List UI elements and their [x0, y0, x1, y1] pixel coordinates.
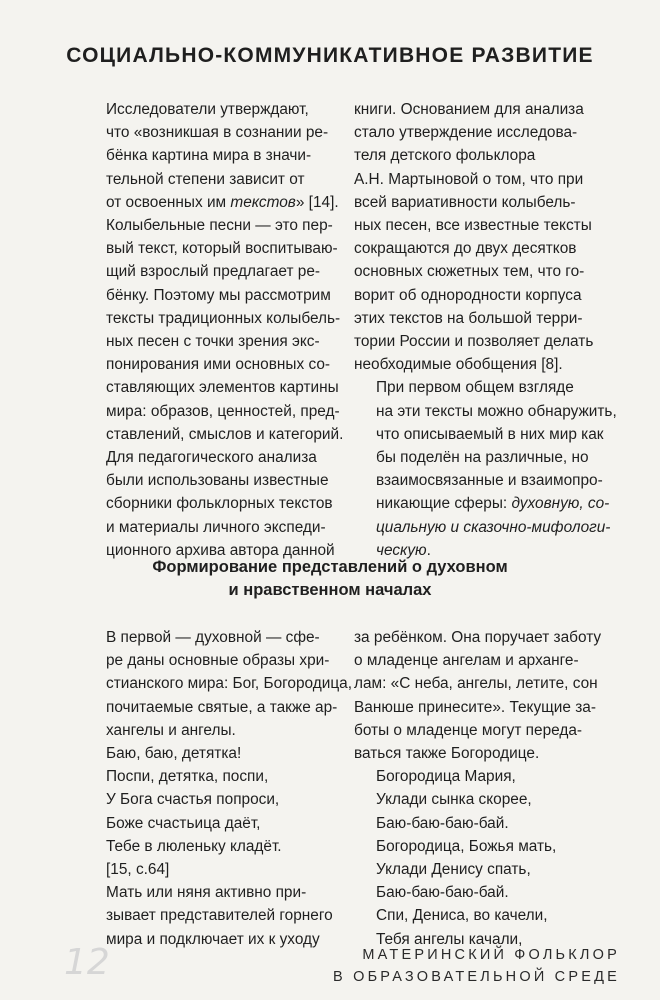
verse-line: Богородица Мария,	[376, 768, 516, 786]
paragraph	[84, 881, 334, 951]
verse-line: Баю, баю, детятка!	[106, 745, 242, 763]
text-line	[354, 492, 610, 515]
lullaby-verse	[354, 765, 604, 951]
text-line: бёнка картина мира в значи-	[106, 147, 312, 165]
text-line: этих текстов на большой терри-	[354, 309, 583, 327]
emphasis-text: ческую	[376, 541, 427, 559]
text-line: В первой — духовной — сфе-	[106, 629, 320, 646]
text-line: боты о младенце могут переда-	[354, 721, 583, 739]
verse-line: Уклади сынка скорее,	[376, 791, 532, 809]
text-line: ных песен с точки зрения экс-	[106, 333, 320, 351]
text-run: от освоенных им	[106, 193, 231, 211]
text-line: бы поделён на различные, но	[376, 449, 589, 467]
top-right-column	[354, 98, 617, 562]
subheading-line: Формирование представлений о духовном	[152, 558, 508, 576]
footer-line: В ОБРАЗОВАТЕЛЬНОЙ СРЕДЕ	[333, 969, 620, 985]
text-line: ставлений, смыслов и категорий.	[106, 425, 344, 443]
lullaby-verse	[84, 742, 334, 881]
text-line: ре даны основные образы хри-	[106, 652, 330, 670]
text-line: были использованы известные	[106, 472, 329, 490]
running-footer	[333, 944, 620, 988]
text-line: ваться также Богородице.	[354, 745, 540, 763]
text-line	[84, 191, 339, 214]
paragraph	[84, 446, 334, 562]
text-line: Мать или няня активно при-	[106, 884, 307, 902]
citation: [15, с.64]	[106, 861, 170, 879]
verse-line: Тебя ангелы качали,	[376, 930, 523, 948]
verse-line: Боже счастьица даёт,	[106, 814, 261, 832]
verse-line: Спи, Дениса, во качели,	[376, 907, 548, 925]
text-line: Для педагогического анализа	[106, 449, 317, 467]
bottom-right-column	[354, 626, 604, 951]
text-line: Ванюше принесите». Текущие за-	[354, 698, 596, 716]
text-line: стианского мира: Бог, Богородица,	[106, 675, 352, 693]
paragraph	[84, 98, 344, 446]
text-line: Колыбельные песни — это пер-	[106, 217, 333, 235]
emphasis-text: духовную, со-	[511, 495, 610, 513]
top-left-column	[84, 98, 344, 562]
verse-line: Баю-баю-баю-бай.	[376, 814, 509, 832]
paragraph	[354, 98, 604, 376]
paragraph	[354, 626, 604, 765]
text-line: А.Н. Мартыновой о том, что при	[354, 170, 584, 188]
text-run: .	[426, 541, 431, 559]
text-line: что описываемый в них мир как	[376, 425, 604, 443]
text-line: стало утверждение исследова-	[354, 124, 578, 142]
verse-line: Тебе в люленьку кладёт.	[106, 837, 282, 855]
text-line: основных сюжетных тем, что го-	[354, 263, 585, 281]
text-line: всей вариативности колыбель-	[354, 193, 576, 211]
text-line: ставляющих элементов картины	[106, 379, 339, 397]
verse-line: У Бога счастья попроси,	[106, 791, 280, 809]
emphasis-text: циальную и сказочно-мифологи-	[376, 518, 611, 536]
subheading-line: и нравственном началах	[228, 581, 432, 599]
text-line: мира: образов, ценностей, пред-	[106, 402, 340, 420]
text-line: При первом общем взгляде	[376, 379, 574, 397]
text-line: зывает представителей горнего	[106, 907, 333, 925]
text-line: сокращаются до двух десятков	[354, 240, 577, 258]
text-line: бёнку. Поэтому мы рассмотрим	[106, 286, 331, 304]
text-line: хангелы и ангелы.	[106, 721, 236, 739]
text-line: тельной степени зависит от	[106, 170, 305, 188]
verse-line: Поспи, детятка, поспи,	[106, 768, 269, 786]
text-line: Исследователи утверждают,	[106, 101, 309, 118]
text-line: тории России и позволяет делать	[354, 333, 594, 351]
text-line: и материалы личного экспеди-	[106, 518, 326, 536]
paragraph	[84, 626, 352, 742]
text-line: лам: «С неба, ангелы, летите, сон	[354, 675, 598, 693]
paragraph	[354, 376, 617, 562]
text-line: вый текст, который воспитываю-	[106, 240, 338, 258]
text-line: понирования ими основных со-	[106, 356, 331, 374]
text-run: » [14].	[295, 193, 339, 211]
text-line: сборники фольклорных текстов	[106, 495, 333, 513]
text-line: на эти тексты можно обнаружить,	[376, 402, 617, 420]
text-line: за ребёнком. Она поручает заботу	[354, 629, 602, 646]
verse-line: Уклади Денису спать,	[376, 861, 531, 879]
text-line: почитаемые святые, а также ар-	[106, 698, 338, 716]
text-line: тексты традиционных колыбель-	[106, 309, 341, 327]
bottom-left-column	[84, 626, 352, 951]
text-line: о младенце ангелам и арханге-	[354, 652, 579, 670]
page-number: 12	[64, 942, 110, 983]
text-line: что «возникшая в сознании ре-	[106, 124, 329, 142]
page-header-title: СОЦИАЛЬНО-КОММУНИКАТИВНОЕ РАЗВИТИЕ	[66, 44, 594, 67]
emphasis-text: текстов	[230, 193, 296, 211]
text-line: ционного архива автора данной	[106, 541, 335, 559]
verse-line: Баю-баю-баю-бай.	[376, 884, 509, 902]
text-line: взаимосвязанные и взаимопро-	[376, 472, 603, 490]
verse-line: Богородица, Божья мать,	[376, 837, 557, 855]
text-run: никающие сферы:	[376, 495, 512, 513]
text-line: книги. Основанием для анализа	[354, 101, 584, 118]
section-subheading	[0, 556, 660, 602]
text-line: необходимые обобщения [8].	[354, 356, 563, 374]
text-line: мира и подключает их к уходу	[106, 930, 320, 948]
text-line: щий взрослый предлагает ре-	[106, 263, 321, 281]
footer-line: МАТЕРИНСКИЙ ФОЛЬКЛОР	[362, 947, 620, 963]
text-line: ных песен, все известные тексты	[354, 217, 592, 235]
text-line: теля детского фольклора	[354, 147, 536, 165]
text-line: ворит об однородности корпуса	[354, 286, 582, 304]
